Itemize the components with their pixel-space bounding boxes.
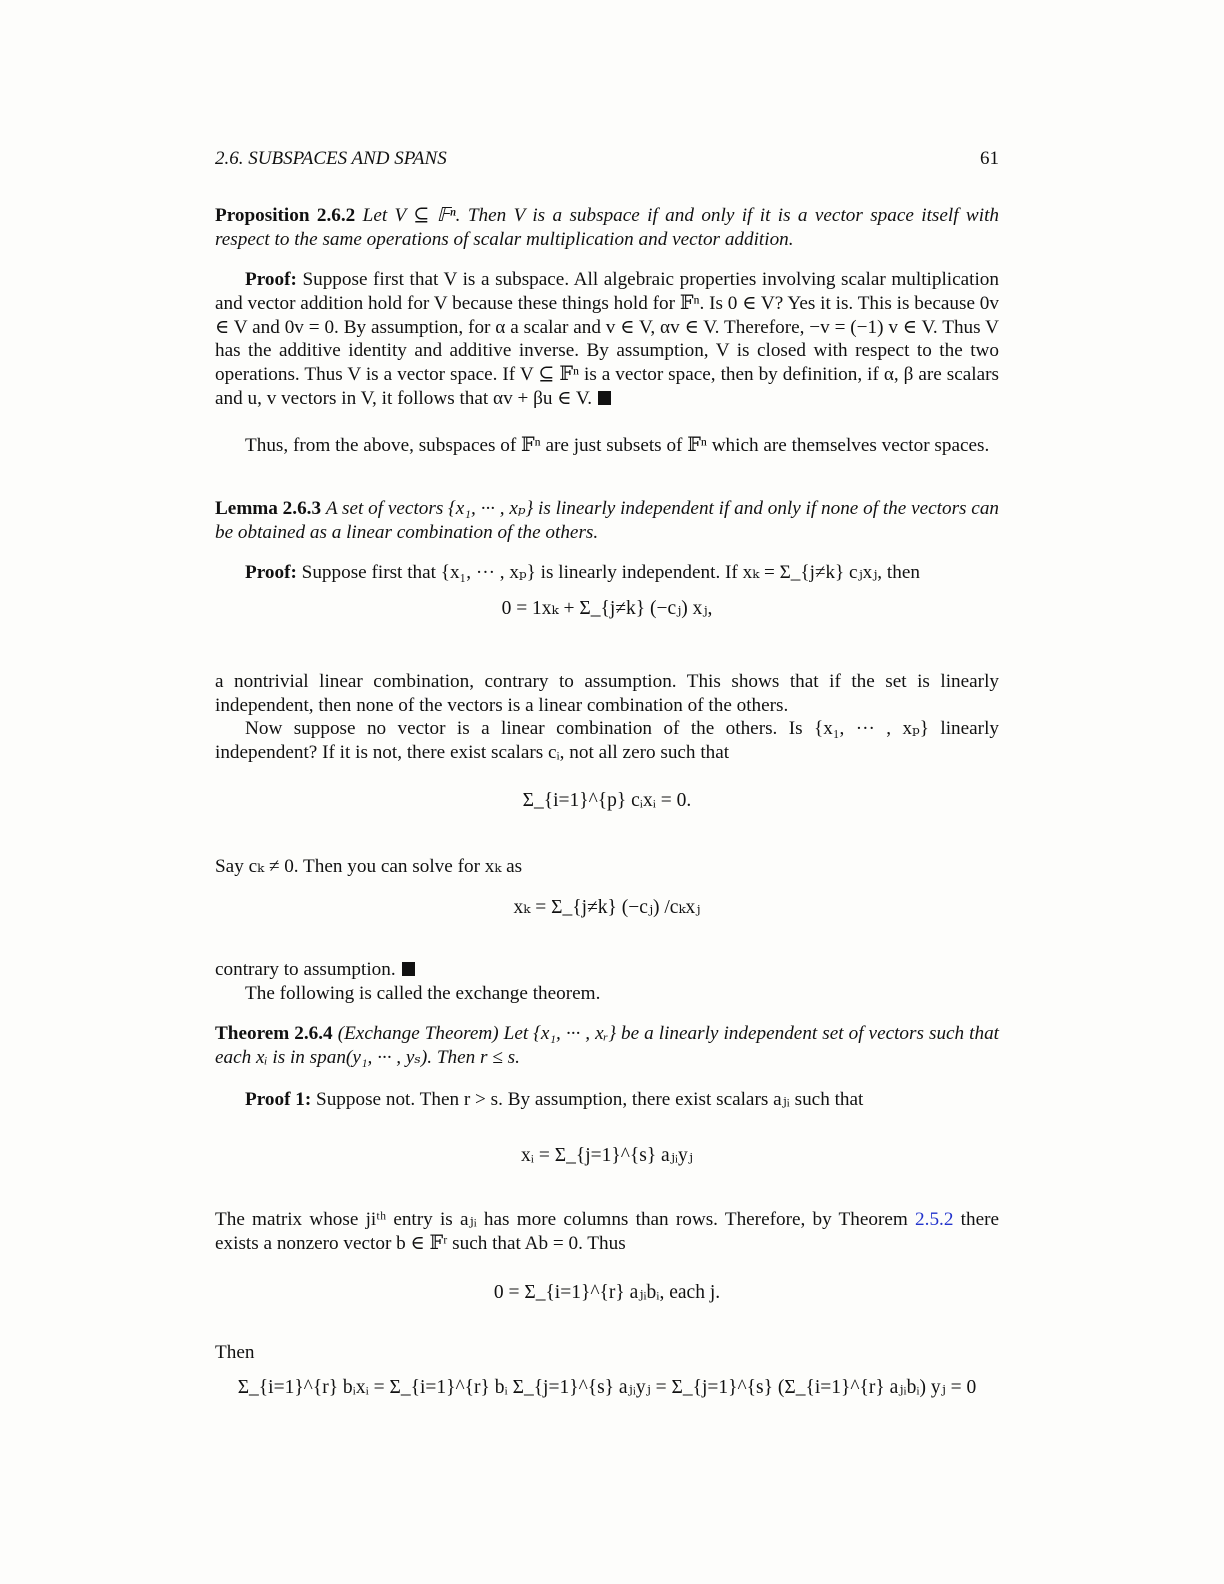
equation-solve-xk: xₖ = Σ_{j≠k} (−cⱼ) /cₖxⱼ	[513, 897, 701, 918]
proof-text: Suppose first that V is a subspace. All algebraic properties involving scalar multiplication and vector addition hold for V because these things hold for 𝔽ⁿ. Is 0 ∈ V? Yes it is. This is because 0v ∈ V and 0v = 0. By assumption, for α a scalar and v ∈ V, αv ∈ V. Therefore, −v = (−1) v ∈ V. Thus V has the additive identity and additive inverse. By assumption, V is closed with respect to the two operations. Thus V is a vector space. If V ⊆ 𝔽ⁿ is a vector space, then by definition, if α, β are scalars and u, v vectors in V, it follows that αv + βu ∈ V.	[215, 269, 999, 409]
proof-lemma-p4: Say cₖ ≠ 0. Then you can solve for xₖ as	[215, 856, 523, 877]
proposition-label: Proposition 2.6.2	[215, 205, 356, 226]
running-header	[215, 148, 999, 170]
proof-lemma-p5: contrary to assumption.	[215, 959, 396, 980]
theorem-label: Theorem 2.6.4	[215, 1023, 333, 1044]
equation-zero-combination: 0 = 1xₖ + Σ_{j≠k} (−cⱼ) xⱼ,	[501, 598, 713, 619]
remark-paragraph: Thus, from the above, subspaces of 𝔽ⁿ are just subsets of 𝔽ⁿ which are themselves vector spaces.	[245, 435, 990, 456]
proof-label: Proof:	[245, 269, 297, 290]
proof-lemma-p2: a nontrivial linear combination, contrary to assumption. This shows that if the set is linearly independent, then none of the vectors is a linear combination of the others.	[215, 671, 999, 716]
proof-lemma-p6: The following is called the exchange theorem.	[245, 983, 601, 1004]
lemma-label: Lemma 2.6.3	[215, 498, 322, 519]
proof-label: Proof:	[245, 562, 297, 583]
proof-theorem-p3: Then	[215, 1342, 255, 1363]
theorem-2-6-4	[215, 1022, 999, 1070]
equation-final-chain: Σ_{i=1}^{r} bᵢxᵢ = Σ_{i=1}^{r} bᵢ Σ_{j=1}^{s} aⱼᵢyⱼ = Σ_{j=1}^{s} (Σ_{i=1}^{r} aⱼᵢbᵢ) yⱼ = 0	[237, 1377, 977, 1398]
proposition-2-6-2	[215, 204, 999, 252]
theorem-2-5-2-link[interactable]: 2.5.2	[915, 1209, 954, 1230]
proof-theorem-intro	[215, 1088, 999, 1112]
proof-theorem-p1: Suppose not. Then r > s. By assumption, there exist scalars aⱼᵢ such that	[316, 1089, 864, 1110]
section-title: 2.6. SUBSPACES AND SPANS	[215, 148, 447, 169]
equation-xi-sum: xᵢ = Σ_{j=1}^{s} aⱼᵢyⱼ	[521, 1145, 693, 1166]
qed-square-icon	[402, 962, 415, 976]
proposition-statement-1: Let V ⊆ 𝔽ⁿ. Then V is a subspace if and only if it is a vector space	[362, 205, 914, 226]
proof-lemma-p3: Now suppose no vector is a linear combination of the others. Is {x₁, ··· , xₚ} linearly independent? If it is not, there exist scalars cᵢ, not all zero such that	[215, 718, 999, 763]
lemma-2-6-3	[215, 497, 999, 545]
proof-lemma-p1: Suppose first that {x₁, ··· , xₚ} is linearly independent. If xₖ = Σ_{j≠k} cⱼxⱼ, then	[301, 562, 920, 583]
equation-zero-each-j: 0 = Σ_{i=1}^{r} aⱼᵢbᵢ, each j.	[493, 1282, 721, 1303]
theorem-statement: (Exchange Theorem) Let {x₁, ··· , xᵣ} be a linearly independent set of vectors such that each xᵢ is in span(y₁, ··· , yₛ). Then r ≤ s.	[215, 1023, 1000, 1068]
lemma-statement: A set of vectors {x₁, ··· , xₚ} is linearly independent if and only if none of the vectors can be obtained as a linear combination of the others.	[215, 498, 1000, 543]
proof-theorem-p2	[215, 1208, 999, 1256]
proposition-statement-2: itself with respect to the same operations of scalar multiplication and vector addition.	[215, 205, 999, 250]
page-number: 61	[980, 148, 999, 169]
proof-theorem-p2-before: The matrix whose jiᵗʰ entry is aⱼᵢ has more columns than rows. Therefore, by Theorem	[215, 1209, 908, 1230]
proof-label: Proof 1:	[245, 1089, 312, 1110]
proof-lemma-conclusion	[215, 958, 999, 982]
proof-proposition	[215, 268, 999, 411]
qed-square-icon	[598, 391, 611, 405]
proof-lemma-intro	[215, 561, 999, 585]
proof-theorem-p2-after: there exists a nonzero vector b ∈ 𝔽ʳ such that Ab = 0. Thus	[215, 1209, 1000, 1254]
equation-sum-zero: Σ_{i=1}^{p} cᵢxᵢ = 0.	[522, 790, 692, 811]
